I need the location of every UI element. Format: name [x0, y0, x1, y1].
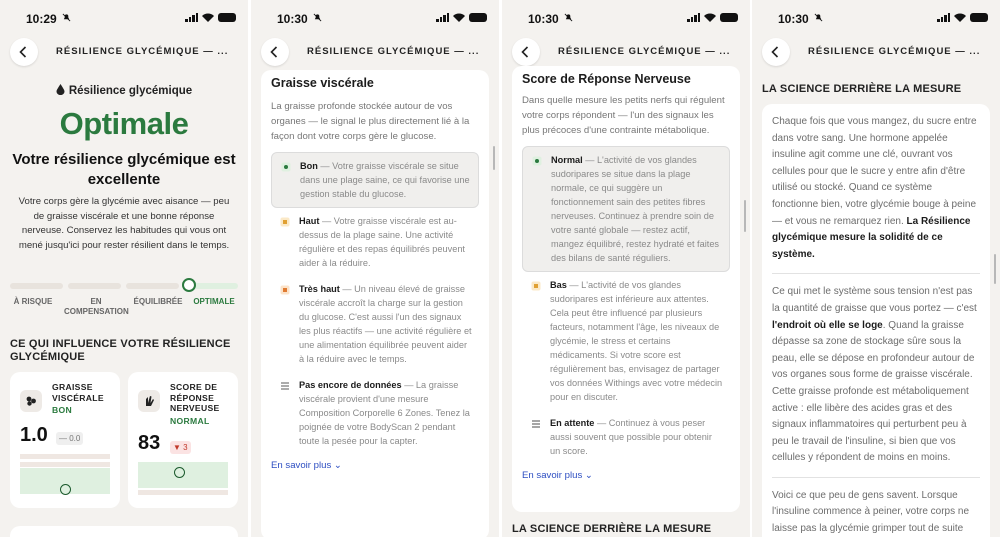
nerve-score-card[interactable]	[128, 372, 238, 508]
status-icons	[436, 13, 487, 22]
status-bar	[752, 0, 1000, 34]
card-value: 83	[138, 432, 161, 454]
section-title: Graisse viscérale	[271, 76, 374, 90]
nav-bar	[0, 38, 248, 66]
battery-icon	[720, 13, 738, 22]
scale-label-optimal: OPTIMALE	[193, 297, 235, 306]
wifi-icon	[954, 13, 966, 22]
level-name: Normal	[551, 155, 583, 166]
level-good-icon	[281, 162, 291, 172]
wifi-icon	[704, 13, 716, 22]
learn-more-link[interactable]: En savoir plus ⌄	[271, 460, 342, 472]
scale-segment-risk	[10, 283, 63, 289]
nav-bar	[752, 38, 1000, 66]
nav-bar	[251, 38, 499, 66]
level-good	[271, 152, 479, 208]
visceral-detail-screen	[251, 0, 499, 537]
scrollbar[interactable]	[744, 200, 746, 232]
wifi-icon	[453, 13, 465, 22]
nerve-detail-screen	[502, 0, 750, 537]
scale-indicator	[182, 278, 196, 292]
no-data-icon	[280, 381, 290, 391]
scale-label-balanced: ÉQUILIBRÉE	[133, 297, 183, 306]
card-value: 1.0	[20, 424, 48, 446]
overview-screen	[0, 0, 248, 537]
silent-bell-icon	[313, 13, 322, 22]
silent-bell-icon	[814, 13, 823, 22]
level-high	[271, 208, 479, 276]
status-bar	[502, 0, 750, 34]
card-bar	[138, 490, 228, 495]
nav-title: RÉSILIENCE GLYCÉMIQUE — ...	[56, 46, 229, 57]
level-name: En attente	[550, 418, 595, 429]
level-text: — Votre graisse viscérale se situe dans une plage saine, ce qui favorise une gestion stable du glucose.	[300, 161, 470, 200]
signal-icon	[937, 13, 950, 22]
section-intro: Dans quelle mesure les petits nerfs qui régulent votre corps répondent — l'un des signaux les plus précoces d'une contrainte métabolique.	[522, 95, 725, 136]
level-name: Très haut	[299, 284, 340, 295]
card-title: GRAISSE VISCÉRALE	[52, 382, 104, 403]
scrollbar[interactable]	[493, 146, 495, 170]
level-text: — Continuez à vous peser aussi souvent que possible pour obtenir un score.	[550, 418, 712, 457]
scale-segment-balanced	[126, 283, 179, 289]
back-button[interactable]	[261, 38, 289, 66]
science-text: Chaque fois que vous mangez, du sucre entre dans votre sang. Une hormone appelée insuline agit comme une clé, ouvrant vos cellules pour que le sucre y entre afin d'être utilisé ou stocké. Quand ce système fonctionne bien, votre glycémie bouge à peine — et vous ne remarquez rien.	[772, 116, 977, 227]
battery-icon	[218, 13, 236, 22]
summary-text: Votre corps gère la glycémie avec aisance — peu de graisse viscérale et une bonne réponse nerveuse. Conservez les habitudes qui vous ont mené jusqu'ici pour rester résilient dans le temps.	[18, 196, 230, 251]
card-bar	[20, 454, 110, 459]
status-icons	[937, 13, 988, 22]
signal-icon	[185, 13, 198, 22]
influence-heading: CE QUI INFLUENCE VOTRE RÉSILIENCE GLYCÉMIQUE	[10, 338, 231, 363]
wifi-icon	[202, 13, 214, 22]
level-normal	[522, 146, 730, 272]
divider	[772, 477, 980, 478]
science-paragraph: Voici ce que peu de gens savent. Lorsque l'insuline commence à peiner, votre corps ne laisse pas la glycémie grimper tout de suite	[772, 489, 970, 535]
scrollbar[interactable]	[994, 254, 996, 284]
science-heading: LA SCIENCE DERRIÈRE LA MESURE	[762, 83, 962, 95]
science-text: . Quand la graisse dépasse sa zone de stockage sûre sous la peau, elle se dépose en profondeur autour de vos organes sous forme de graisse viscérale. Cette graisse profonde est métaboliquement active : elle libère des acides gras et des signaux inflammatoires qui perturbent peu à peu le travail de l'insuline, si bien que vos cellules y répondent de moins en moins.	[772, 319, 975, 464]
card-title: SCORE DE RÉPONSE NERVEUSE	[170, 382, 220, 413]
chevron-left-icon	[771, 46, 779, 58]
silent-bell-icon	[62, 13, 71, 22]
science-card	[762, 104, 990, 537]
level-text: — L'activité de vos glandes sudoripares est inférieure aux attentes. Cela peut être influencé par plusieurs facteurs, notamment l'âge, les niveaux de glycémie, le stress et certains médicaments. Si votre score est régulièrement bas, envisagez de partager vos données Withings avec votre médecin pour en discuter.	[550, 280, 723, 403]
level-low	[522, 272, 730, 410]
nav-title: RÉSILIENCE GLYCÉMIQUE — ...	[307, 46, 480, 57]
nav-bar	[502, 38, 750, 66]
page-title: Votre résilience glycémique est excellente	[12, 151, 236, 188]
level-name: Bas	[550, 280, 567, 291]
card-status: BON	[52, 405, 72, 415]
level-name: Bon	[300, 161, 318, 172]
card-indicator	[174, 467, 185, 478]
level-very-high	[271, 276, 479, 372]
card-bar	[20, 462, 110, 467]
status-time: 10:29	[26, 12, 57, 26]
science-screen	[752, 0, 1000, 537]
science-text: Ce qui met le système sous tension n'est pas la quantité de graisse que vous portez — c'est	[772, 286, 977, 314]
status-bar	[251, 0, 499, 34]
battery-icon	[970, 13, 988, 22]
score-heading-label: Résilience glycémique	[68, 85, 193, 97]
nav-title: RÉSILIENCE GLYCÉMIQUE — ...	[808, 46, 981, 57]
level-high-icon	[280, 217, 290, 227]
level-very-high-icon	[280, 285, 290, 295]
silent-bell-icon	[564, 13, 573, 22]
fat-icon	[20, 390, 42, 412]
status-time: 10:30	[528, 12, 559, 26]
chevron-left-icon	[19, 46, 27, 58]
section-intro: La graisse profonde stockée autour de vos organes — le signal le plus directement lié à la façon dont votre corps gère le glucose.	[271, 101, 470, 142]
level-good-icon	[532, 156, 542, 166]
level-pending	[522, 410, 730, 464]
scale-label-risk: À RISQUE	[13, 297, 53, 306]
chevron-left-icon	[521, 46, 529, 58]
status-icons	[687, 13, 738, 22]
card-status: NORMAL	[170, 416, 210, 426]
level-name: Haut	[299, 216, 320, 227]
visceral-fat-card[interactable]	[10, 372, 120, 508]
back-button[interactable]	[10, 38, 38, 66]
back-button[interactable]	[762, 38, 790, 66]
card-delta: — 0.0	[56, 432, 83, 445]
science-highlight: l'endroit où elle se loge	[772, 319, 883, 331]
science-paragraph	[772, 114, 980, 263]
visceral-sheet	[261, 70, 489, 537]
science-heading: LA SCIENCE DERRIÈRE LA MESURE	[512, 523, 712, 535]
level-text: — La graisse viscérale provient d'une mesure Composition Corporelle 6 Zones. Tenez la poignée de votre BodyScan 2 pendant toute la pesée pour la capter.	[299, 380, 470, 447]
status-word: Optimale	[59, 106, 189, 141]
level-text: — Votre graisse viscérale est au-dessus de la plage saine. Une activité régulière et des repas équilibrés peuvent aider à la réduire.	[299, 216, 465, 269]
level-no-data	[271, 372, 479, 454]
signal-icon	[687, 13, 700, 22]
no-data-icon	[531, 419, 541, 429]
level-name: Pas encore de données	[299, 380, 402, 391]
resilience-scale	[10, 281, 238, 291]
nerve-hand-icon	[138, 390, 160, 412]
card-indicator	[60, 484, 71, 495]
learn-more-link[interactable]: En savoir plus ⌄	[522, 470, 593, 482]
level-high-icon	[531, 281, 541, 291]
scale-segment-compensation	[68, 283, 121, 289]
next-card	[10, 526, 238, 537]
chevron-left-icon	[270, 46, 278, 58]
card-delta: ▼ 3	[170, 441, 191, 454]
blood-drop-icon	[56, 84, 65, 95]
nav-title: RÉSILIENCE GLYCÉMIQUE — ...	[558, 46, 731, 57]
section-title: Score de Réponse Nerveuse	[522, 72, 691, 86]
status-time: 10:30	[277, 12, 308, 26]
status-icons	[185, 13, 236, 22]
battery-icon	[469, 13, 487, 22]
nerve-sheet	[512, 66, 740, 512]
divider	[772, 273, 980, 274]
level-text: — L'activité de vos glandes sudoripares se situe dans la plage normale, ce qui suggère un fonctionnement sain des petites fibres nerveuses. Continuez à prendre soin de votre santé globale — restez actif, mangez équilibré, restez hydraté et faites des bilans de santé réguliers.	[551, 155, 720, 264]
score-heading	[0, 84, 248, 97]
science-paragraph	[772, 284, 980, 467]
status-bar	[0, 0, 248, 34]
science-highlight: La Résilience glycémique mesure la solidité de ce système.	[772, 215, 971, 260]
status-time: 10:30	[778, 12, 809, 26]
scale-label-compensation: EN COMPENSATION	[64, 297, 129, 316]
level-text: — Un niveau élevé de graisse viscérale accroît la charge sur la gestion du glucose. C'est aussi l'un des signaux les plus réactifs — une activité régulière et une alimentation équilibrée peuvent aider à la réduire avec le temps.	[299, 284, 472, 365]
back-button[interactable]	[512, 38, 540, 66]
signal-icon	[436, 13, 449, 22]
